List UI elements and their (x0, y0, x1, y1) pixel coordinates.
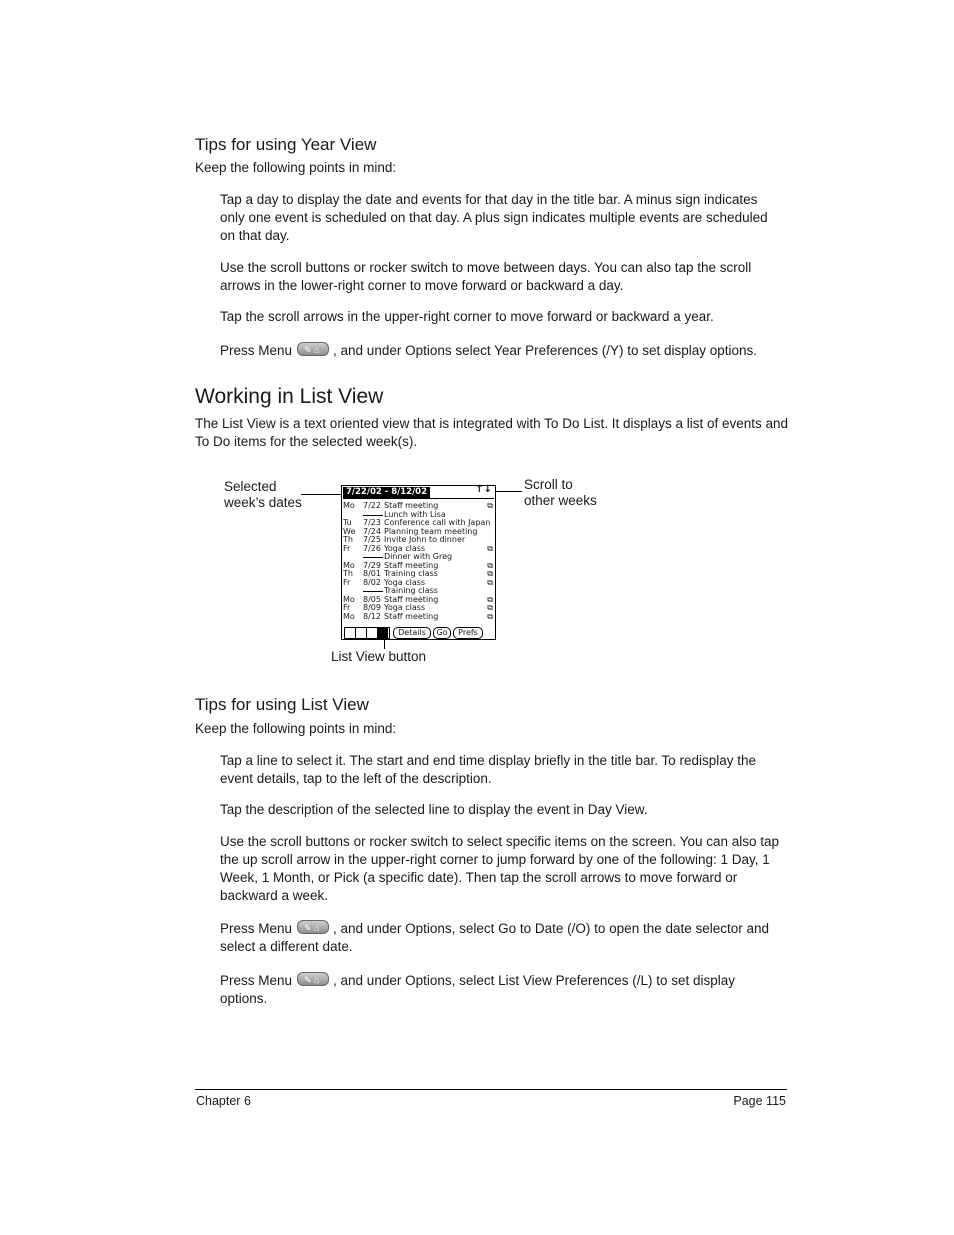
prefs-button[interactable]: Prefs (453, 627, 483, 639)
note-icon[interactable]: ⧉ (487, 569, 493, 578)
event-date: 8/05 (363, 594, 381, 604)
callout-selected-line2: week’s dates (224, 495, 302, 510)
event-description[interactable]: Staff meeting (384, 560, 439, 570)
event-description[interactable]: Training class (384, 586, 438, 595)
event-date: 7/23 (363, 518, 381, 527)
event-day: Mo (343, 501, 355, 510)
year-tip-4-suffix: , and under Options select Year Preferences (/Y) to set display options. (333, 343, 758, 358)
callout-selected-line1: Selected (224, 479, 277, 494)
event-description[interactable]: Yoga class (384, 603, 426, 612)
callout-scroll-line1: Scroll to (524, 477, 573, 492)
list-tip-4-prefix: Press Menu (220, 921, 293, 936)
event-date: 8/12 (363, 611, 381, 621)
footer-rule (195, 1089, 787, 1090)
event-day: We (343, 526, 356, 536)
event-day: Tu (343, 518, 352, 527)
same-day-dash (363, 591, 383, 592)
palm-list-view-screen (341, 485, 496, 640)
event-day: Fr (343, 577, 351, 587)
year-tip-2: Use the scroll buttons or rocker switch to move between days. You can also tap the scroll arrows in the lower-right corner to move forward or backward a day. (220, 260, 752, 293)
year-tips-heading: Tips for using Year View (195, 135, 377, 154)
list-tip-5-prefix: Press Menu (220, 973, 293, 988)
event-description[interactable]: Invite John to dinner (384, 535, 466, 544)
event-list (343, 502, 493, 621)
event-day: Mo (343, 594, 355, 604)
event-row[interactable] (343, 613, 493, 622)
note-icon[interactable]: ⧉ (487, 577, 493, 587)
note-icon[interactable]: ⧉ (487, 611, 493, 621)
event-date: 8/02 (363, 577, 381, 587)
callout-scroll-leader (494, 491, 522, 492)
list-tip-5-suffix: , and under Options, select List View Preferences (/L) to set display options. (220, 973, 735, 1006)
note-icon[interactable]: ⧉ (487, 560, 493, 570)
callout-selected-dates (224, 479, 302, 511)
week-view-button[interactable] (356, 628, 367, 638)
event-description[interactable]: Staff meeting (384, 611, 439, 621)
menu-icon (297, 920, 329, 934)
title-divider (343, 498, 494, 499)
note-icon[interactable]: ⧉ (487, 594, 493, 604)
event-day: Th (343, 569, 353, 578)
year-tip-4-prefix: Press Menu (220, 343, 293, 358)
event-day: Fr (343, 603, 351, 612)
footer-chapter: Chapter 6 (196, 1094, 251, 1108)
scroll-arrows-icon[interactable]: ↑↓ (475, 484, 492, 495)
list-tips-heading: Tips for using List View (195, 695, 369, 714)
year-tip-1: Tap a day to display the date and events for that day in the title bar. A minus sign indicates only one event is scheduled on that day. A plus sign indicates multiple events are scheduled on that day. (220, 192, 768, 243)
event-description[interactable]: Lunch with Lisa (384, 509, 446, 519)
selected-week-dates[interactable]: 7/22/02 - 8/12/02 (343, 487, 430, 498)
list-tip-5 (220, 972, 785, 1008)
event-description[interactable]: Planning team meeting (384, 526, 478, 536)
list-tip-4-suffix: , and under Options, select Go to Date (/O) to open the date selector and select a different date. (220, 921, 770, 954)
day-view-button[interactable] (345, 628, 356, 638)
footer-page: Page 115 (733, 1094, 786, 1108)
callout-list-view-button: List View button (331, 649, 427, 664)
year-tip-3: Tap the scroll arrows in the upper-right corner to move forward or backward a year. (220, 309, 714, 324)
event-description[interactable]: Dinner with Greg (384, 552, 453, 561)
event-description[interactable]: Staff meeting (384, 501, 439, 510)
event-day: Fr (343, 543, 351, 553)
note-icon[interactable]: ⧉ (487, 603, 493, 612)
event-date: 7/25 (363, 535, 381, 544)
list-tip-2: Tap the description of the selected line to display the event in Day View. (220, 802, 648, 817)
event-date: 7/26 (363, 543, 381, 553)
event-day: Th (343, 535, 353, 544)
screen-toolbar (343, 626, 494, 638)
go-button[interactable]: Go (433, 627, 451, 639)
note-icon[interactable]: ⧉ (487, 543, 493, 553)
event-date: 8/01 (363, 569, 381, 578)
event-description[interactable]: Conference call with Japan (384, 518, 491, 527)
callout-selected-leader (301, 494, 342, 495)
month-view-button[interactable] (367, 628, 378, 638)
same-day-dash (363, 515, 383, 516)
menu-icon (297, 342, 329, 356)
list-view-heading: Working in List View (195, 385, 384, 408)
event-description[interactable]: Staff meeting (384, 594, 439, 604)
year-tips-intro: Keep the following points in mind: (195, 160, 397, 175)
same-day-dash (363, 557, 383, 558)
list-tip-3: Use the scroll buttons or rocker switch to select specific items on the screen. You can also tap the up scroll arrow in the upper-right corner to jump forward by one of the following: 1 Day, 1 Week, 1 Month, or Pick (a specific date). Then tap the scroll arrows to move forward or backward a week. (220, 834, 780, 903)
event-date: 8/09 (363, 603, 381, 612)
list-tip-4 (220, 920, 785, 956)
view-buttons (344, 627, 390, 639)
menu-icon (297, 972, 329, 986)
list-view-button[interactable] (378, 628, 388, 638)
event-day: Mo (343, 611, 355, 621)
event-day: Mo (343, 560, 355, 570)
event-date: 7/24 (363, 526, 381, 536)
event-description[interactable]: Training class (384, 569, 438, 578)
details-button[interactable]: Details (393, 627, 431, 639)
event-description[interactable]: Yoga class (384, 543, 426, 553)
event-date: 7/22 (363, 501, 381, 510)
callout-scroll-line2: other weeks (524, 493, 597, 508)
list-tip-1: Tap a line to select it. The start and end time display briefly in the title bar. To redisplay the event details, tap to the left of the description. (220, 753, 757, 786)
list-view-body: The List View is a text oriented view that is integrated with To Do List. It displays a list of events and To Do items for the selected week(s). (195, 416, 789, 449)
event-date: 7/29 (363, 560, 381, 570)
note-icon[interactable]: ⧉ (487, 501, 493, 510)
callout-scroll-weeks (524, 477, 597, 509)
year-tip-4 (220, 342, 785, 360)
list-tips-intro: Keep the following points in mind: (195, 721, 397, 736)
event-description[interactable]: Yoga class (384, 577, 426, 587)
